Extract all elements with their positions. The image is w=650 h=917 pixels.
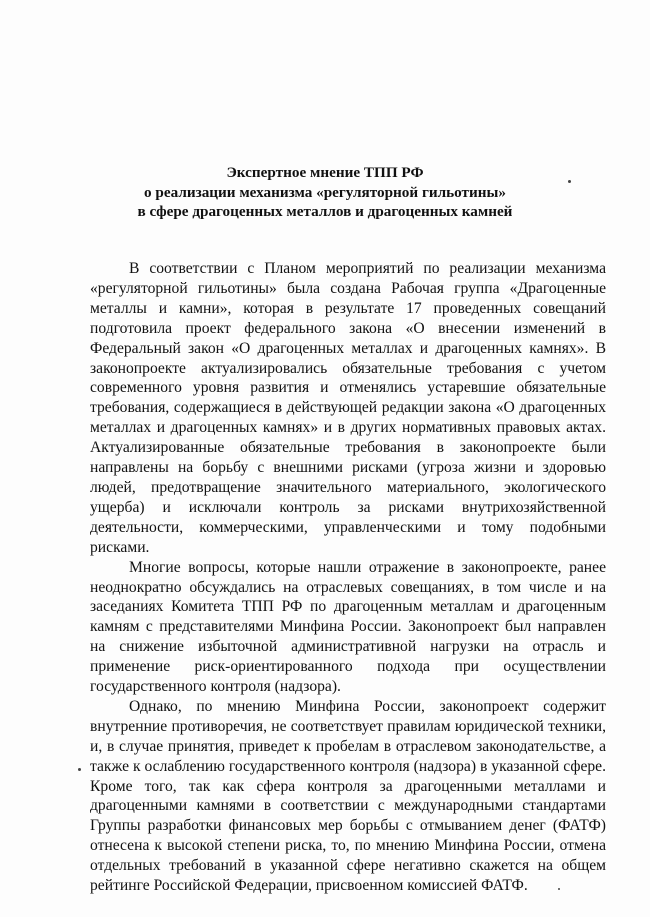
paragraph-2: Многие вопросы, которые нашли отражение в законопроекте, ранее неоднократно обсуждались на отраслевых совещаниях, в том числе и на заседаниях Комитета ТПП РФ по драгоценным металлам и драгоценным камням с представителями Минфина России. Законопроект был направлен на снижение избыточной административной нагрузки на отрасль и применение риск-ориентированного подхода при осуществлении государственного контроля (надзора). (90, 558, 606, 696)
document-body (90, 259, 606, 896)
scan-speck (558, 888, 560, 890)
paragraph-1: В соответствии с Планом мероприятий по реализации механизма «регуляторной гильотины» была создана Рабочая группа «Драгоценные металлы и камни», которая в результате 17 проведенных совещаний подготовила проект федерального закона «О внесении изменений в Федеральный закон «О драгоценных металлах и драгоценных камнях». В законопроекте актуализировались обязательные требования с учетом современного уровня развития и отменялись устаревшие обязательные требования, содержащиеся в действующей редакции закона «О драгоценных металлах и драгоценных камнях» и в других нормативных правовых актах. Актуализированные обязательные требования в законопроекте были направлены на борьбу с внешними рисками (угроза жизни и здоровью людей, предотвращение значительного материального, экологического ущерба) и исключали контроль за рисками внутрихозяйственной деятельности, коммерческими, управленческими и тому подобными рисками. (90, 260, 606, 556)
scan-speck (568, 180, 571, 183)
document-title (0, 163, 650, 222)
paragraph-3: Однако, по мнению Минфина России, законопроект содержит внутренние противоречия, не соответствует правилам юридической техники, и, в случае принятия, приведет к пробелам в отраслевом законодательстве, а также к ослаблению государственного контроля (надзора) в указанной сфере. Кроме того, так как сфера контроля за драгоценными металлами и драгоценными камнями в соответствии с международными стандартами Группы разработки финансовых мер борьбы с отмыванием денег (ФАТФ) отнесена к высокой степени риска, то, по мнению Минфина России, отмена отдельных требований в указанной сфере негативно скажется на общем рейтинге Российской Федерации, присвоенном комиссией ФАТФ. (90, 697, 606, 895)
title-line-2: о реализации механизма «регуляторной гильотины» (144, 183, 506, 201)
scan-speck (78, 768, 81, 771)
title-line-1: Экспертное мнение ТПП РФ (226, 164, 424, 181)
title-line-3: в сфере драгоценных металлов и драгоценных камней (137, 203, 513, 220)
